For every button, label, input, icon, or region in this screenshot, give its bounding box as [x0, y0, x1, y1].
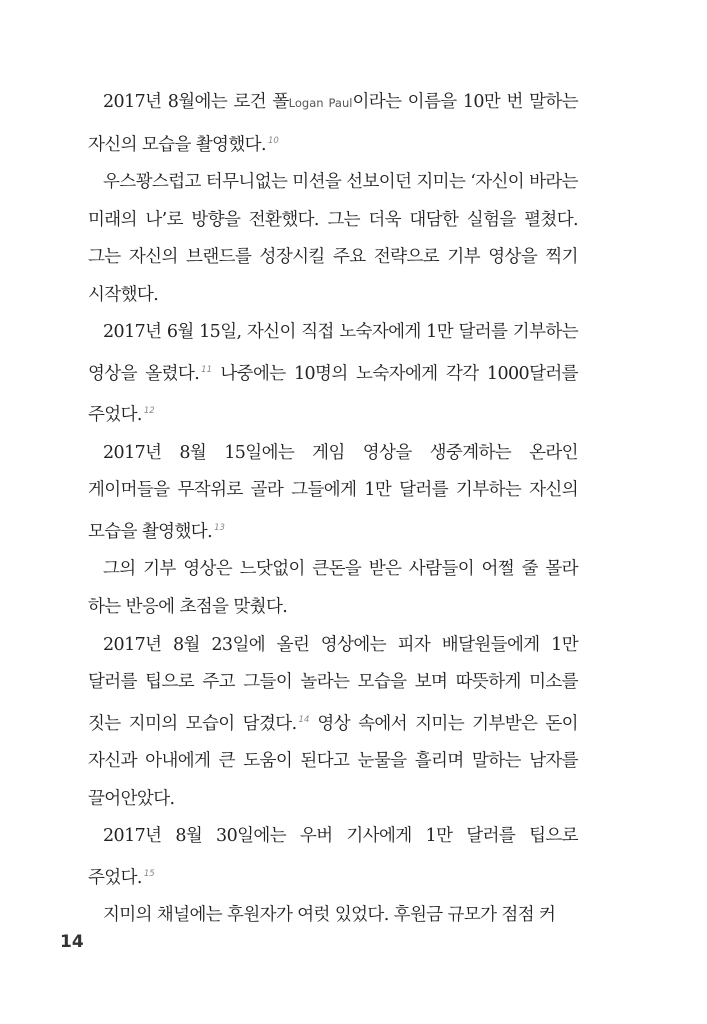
paragraph-direction-change [88, 164, 578, 314]
paragraph-text: 2017년 8월 30일에는 우버 기사에게 1만 달러를 팁으로 주었다. [88, 826, 578, 888]
footnote-marker[interactable]: 14 [298, 714, 310, 725]
footnote-marker[interactable]: 10 [267, 135, 279, 146]
paragraph-gamer-donation [88, 435, 578, 552]
paragraph-logan-paul [88, 84, 578, 164]
footnote-marker[interactable]: 15 [143, 869, 155, 880]
paragraph-text: 2017년 6월 15일, 자신이 직접 노숙자에게 1만 달러를 기부하는 영상을 올렸다. [88, 322, 578, 384]
paragraph-reaction-focus [88, 551, 578, 626]
paragraph-sponsors [88, 897, 578, 935]
paragraph-text: 그의 기부 영상은 느닷없이 큰돈을 받은 사람들이 어쩔 줄 몰라 하는 반응에 초점을 맞췄다. [88, 559, 578, 618]
paragraph-text: 이라는 이름을 10만 번 말하는 자신의 모습을 촬영했다. [88, 92, 579, 155]
paragraph-text: 나중에는 10명의 노숙자에게 각각 1000달러를 주었다. [88, 363, 578, 426]
footnote-marker[interactable]: 11 [201, 364, 212, 375]
paragraph-text: 2017년 8월 15일에는 게임 영상을 생중계하는 온라인 게이머들을 무작위로 골라 그들에게 1만 달러를 기부하는 자신의 모습을 촬영했다. [88, 442, 578, 542]
paragraph-text: 2017년 8월 23일에 올린 영상에는 피자 배달원들에게 1만 달러를 팁으로 주고 그들이 놀라는 모습을 보며 따뜻하게 미소를 짓는 지미의 모습이 담겼다. [88, 634, 578, 734]
paragraph-homeless-donation [88, 314, 578, 434]
paragraph-text: 영상 속에서 지미는 기부받은 돈이 자신과 아내에게 큰 도움이 된다고 눈물을 흘리며 말하는 남자를 끌어안았다. [88, 713, 578, 809]
footnote-marker[interactable]: 12 [143, 406, 155, 417]
latin-name: Logan Paul [288, 96, 353, 110]
paragraph-text: 2017년 8월에는 로건 폴 [103, 92, 289, 112]
paragraph-text: 우스꽝스럽고 터무니없는 미션을 선보이던 지미는 ‘자신이 바라는 미래의 나’로 방향을 전환했다. 그는 더욱 대담한 실험을 펼쳤다. 그는 자신의 브랜드를 성장시킬 주요 전략으로 기부 영상을 찍기 시작했다. [88, 172, 578, 305]
paragraph-uber-tip [88, 818, 578, 897]
paragraph-pizza-tip [88, 627, 578, 819]
paragraph-text: 지미의 채널에는 후원자가 여럿 있었다. 후원금 규모가 점점 커 [103, 905, 556, 926]
footnote-marker[interactable]: 13 [214, 523, 225, 534]
book-page-body [88, 84, 578, 935]
page-number: 14 [60, 932, 84, 952]
